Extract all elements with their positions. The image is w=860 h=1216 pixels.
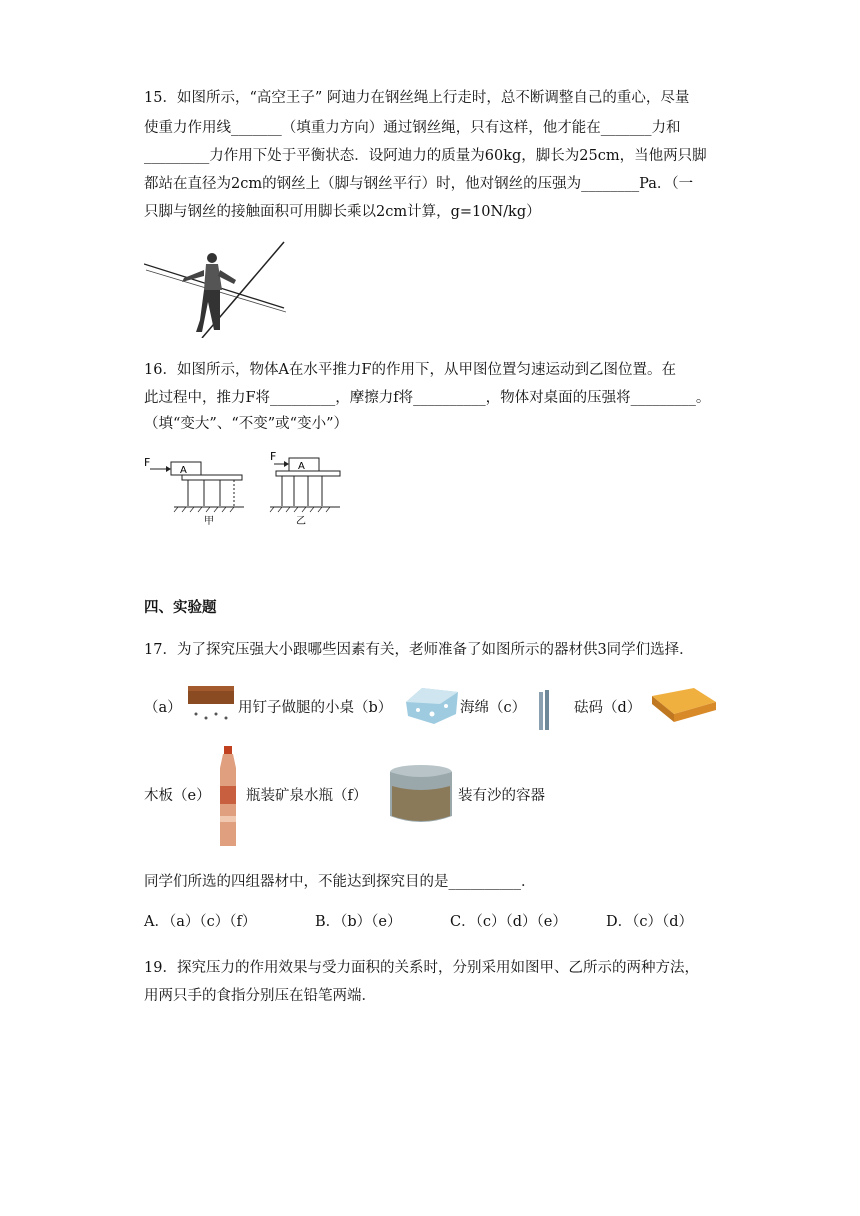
- q19-line-1: 19．探究压力的作用效果与受力面积的关系时，分别采用如图甲、乙所示的两种方法，: [144, 960, 699, 976]
- sponge-image: [404, 682, 460, 726]
- q19-line-2: 用两只手的食指分别压在铅笔两端．: [144, 988, 376, 1004]
- label-b-table: 用钉子做腿的小桌（b）: [238, 700, 393, 716]
- tightrope-walker-figure: [144, 240, 286, 338]
- q16-line-2: 此过程中，推力F将_________，摩擦力f将__________，物体对桌面的压强将_________。: [144, 390, 711, 406]
- label-e-board: 木板（e）: [144, 788, 211, 804]
- label-f-bottle: 瓶装矿泉水瓶（f）: [246, 788, 368, 804]
- option-a: A．（a）（c）（f）: [144, 914, 257, 930]
- q16-line-3: （填“变大”、“不变”或“变小”）: [144, 416, 348, 432]
- q17-question: 同学们所选的四组器材中，不能达到探究目的是__________．: [144, 874, 536, 890]
- option-b: B．（b）（e）: [315, 914, 402, 930]
- block-label-left: A: [180, 465, 187, 476]
- sand-container-image: [388, 764, 454, 826]
- q15-line-5: 只脚与钢丝的接触面积可用脚长乘以2cm计算，g=10N/kg）: [144, 204, 541, 220]
- option-c: C．（c）（d）（e）: [450, 914, 567, 930]
- label-c-sponge: 海绵（c）: [460, 700, 527, 716]
- option-d: D．（c）（d）: [606, 914, 694, 930]
- q17-intro: 17．为了探究压强大小跟哪些因素有关，老师准备了如图所示的器材供3同学们选择．: [144, 642, 694, 658]
- force-label-left: F: [144, 456, 151, 469]
- block-label-right: A: [298, 461, 305, 472]
- label-d-weights: 砝码（d）: [574, 700, 642, 716]
- caption-jia: 甲: [204, 516, 214, 527]
- small-table-image: [186, 684, 236, 724]
- q15-line-1: 15．如图所示，“高空王子” 阿迪力在钢丝绳上行走时，总不断调整自己的重心，尽量: [144, 90, 690, 106]
- force-label-right: F: [270, 452, 277, 463]
- label-sand-container: 装有沙的容器: [458, 788, 545, 804]
- q15-line-4: 都站在直径为2cm的钢丝上（脚与钢丝平行）时，他对钢丝的压强为________Pa．（一: [144, 176, 694, 192]
- q15-line-3: _________力作用下处于平衡状态．设阿迪力的质量为60kg，脚长为25cm，当他两只脚: [144, 148, 707, 164]
- weights-image: [536, 688, 552, 734]
- section-heading-experiments: 四、实验题: [144, 600, 217, 616]
- water-bottle-image: [214, 746, 242, 850]
- q16-figure: [144, 452, 354, 532]
- q15-line-2: 使重力作用线_______（填重力方向）通过钢丝绳，只有这样，他才能在_______力和: [144, 120, 681, 136]
- q16-line-1: 16．如图所示，物体A在水平推力F的作用下，从甲图位置匀速运动到乙图位置。在: [144, 362, 676, 378]
- wood-board-image: [648, 684, 718, 726]
- label-a: （a）: [144, 700, 182, 716]
- caption-yi: 乙: [296, 516, 306, 527]
